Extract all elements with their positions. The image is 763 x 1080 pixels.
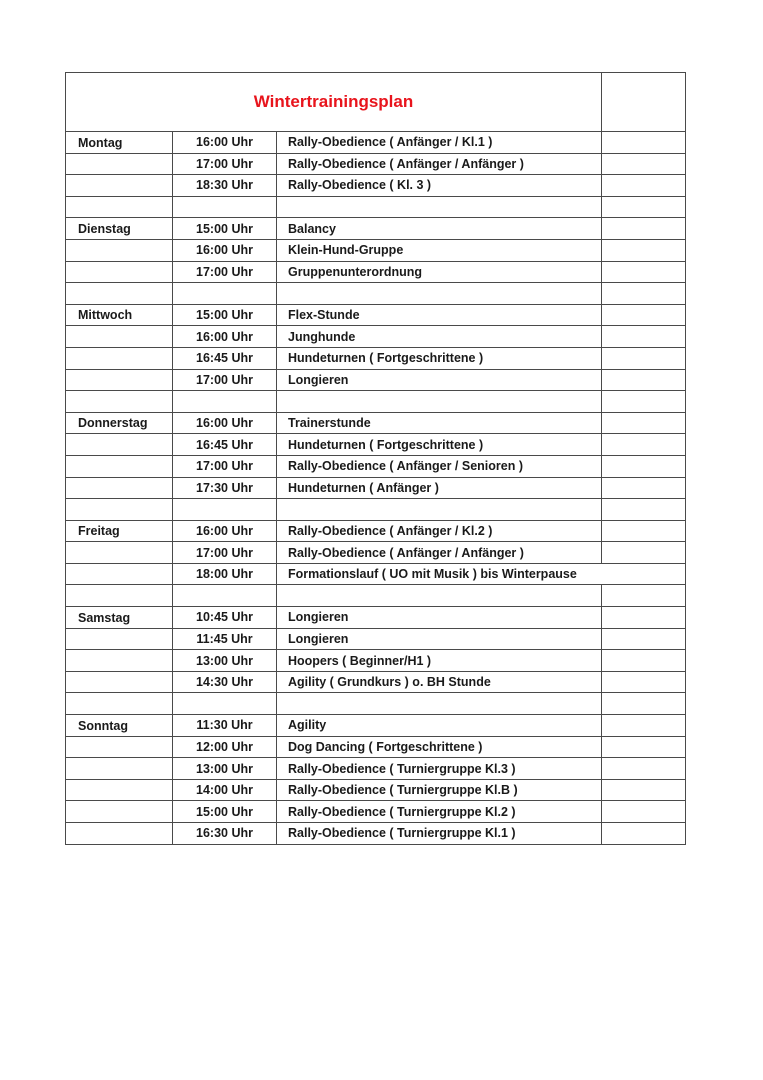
session-activity: Rally-Obedience ( Anfänger / Anfänger ) <box>277 153 602 175</box>
empty-cell <box>173 499 277 521</box>
schedule-row <box>66 369 686 391</box>
schedule-row <box>66 671 686 693</box>
schedule-row <box>66 801 686 823</box>
session-time: 18:00 Uhr <box>173 563 277 585</box>
session-activity: Rally-Obedience ( Kl. 3 ) <box>277 175 602 197</box>
empty-cell <box>66 347 173 369</box>
empty-cell <box>66 542 173 564</box>
schedule-row <box>66 326 686 348</box>
empty-cell <box>173 391 277 413</box>
empty-cell <box>66 196 173 218</box>
session-time: 17:00 Uhr <box>173 261 277 283</box>
session-activity: Hundeturnen ( Fortgeschrittene ) <box>277 434 602 456</box>
empty-cell <box>602 369 686 391</box>
empty-cell <box>66 434 173 456</box>
empty-cell <box>602 779 686 801</box>
empty-cell <box>602 671 686 693</box>
schedule-row <box>66 477 686 499</box>
session-activity: Rally-Obedience ( Turniergruppe Kl.B ) <box>277 779 602 801</box>
empty-cell <box>66 671 173 693</box>
spacer-row <box>66 391 686 413</box>
schedule-row <box>66 520 686 542</box>
empty-cell <box>602 823 686 845</box>
session-time: 16:00 Uhr <box>173 239 277 261</box>
session-time: 17:00 Uhr <box>173 455 277 477</box>
session-time: 17:30 Uhr <box>173 477 277 499</box>
session-activity: Gruppenunterordnung <box>277 261 602 283</box>
session-time: 14:30 Uhr <box>173 671 277 693</box>
spacer-row <box>66 196 686 218</box>
session-activity: Dog Dancing ( Fortgeschrittene ) <box>277 736 602 758</box>
session-time: 11:30 Uhr <box>173 715 277 737</box>
empty-cell <box>602 326 686 348</box>
empty-cell <box>602 239 686 261</box>
day-label: Montag <box>66 132 173 154</box>
schedule-row <box>66 650 686 672</box>
empty-cell <box>602 283 686 305</box>
empty-cell <box>173 693 277 715</box>
session-time: 16:00 Uhr <box>173 326 277 348</box>
empty-cell <box>602 196 686 218</box>
session-activity: Rally-Obedience ( Turniergruppe Kl.1 ) <box>277 823 602 845</box>
empty-cell <box>66 650 173 672</box>
empty-cell <box>602 715 686 737</box>
spacer-row <box>66 499 686 521</box>
session-time: 15:00 Uhr <box>173 801 277 823</box>
empty-cell <box>66 693 173 715</box>
empty-cell <box>602 628 686 650</box>
empty-cell <box>66 628 173 650</box>
empty-cell <box>277 391 602 413</box>
session-activity: Agility ( Grundkurs ) o. BH Stunde <box>277 671 602 693</box>
schedule-row <box>66 779 686 801</box>
schedule-row <box>66 434 686 456</box>
page-title: Wintertrainingsplan <box>66 73 602 132</box>
session-time: 11:45 Uhr <box>173 628 277 650</box>
empty-cell <box>602 218 686 240</box>
empty-cell <box>66 801 173 823</box>
spacer-row <box>66 693 686 715</box>
empty-cell <box>602 801 686 823</box>
empty-cell <box>602 758 686 780</box>
session-activity: Agility <box>277 715 602 737</box>
empty-cell <box>277 693 602 715</box>
schedule-row <box>66 347 686 369</box>
session-activity: Balancy <box>277 218 602 240</box>
empty-cell <box>173 283 277 305</box>
empty-cell <box>66 261 173 283</box>
empty-cell <box>66 736 173 758</box>
session-activity: Longieren <box>277 607 602 629</box>
session-activity: Trainerstunde <box>277 412 602 434</box>
empty-cell <box>602 153 686 175</box>
day-label: Donnerstag <box>66 412 173 434</box>
session-time: 17:00 Uhr <box>173 542 277 564</box>
session-time: 13:00 Uhr <box>173 758 277 780</box>
day-label: Sonntag <box>66 715 173 737</box>
spacer-row <box>66 283 686 305</box>
schedule-row <box>66 412 686 434</box>
session-time: 14:00 Uhr <box>173 779 277 801</box>
spacer-row <box>66 585 686 607</box>
session-time: 16:45 Uhr <box>173 434 277 456</box>
schedule-row <box>66 563 686 585</box>
empty-cell <box>66 283 173 305</box>
empty-cell <box>602 412 686 434</box>
empty-cell <box>277 499 602 521</box>
empty-cell <box>277 585 602 607</box>
empty-cell <box>66 369 173 391</box>
empty-cell <box>602 261 686 283</box>
day-label: Mittwoch <box>66 304 173 326</box>
empty-cell <box>602 520 686 542</box>
empty-cell <box>602 175 686 197</box>
session-time: 16:45 Uhr <box>173 347 277 369</box>
day-label: Samstag <box>66 607 173 629</box>
schedule-row <box>66 628 686 650</box>
empty-cell <box>602 347 686 369</box>
empty-cell <box>66 779 173 801</box>
empty-cell <box>602 477 686 499</box>
session-time: 15:00 Uhr <box>173 304 277 326</box>
session-time: 16:00 Uhr <box>173 412 277 434</box>
session-time: 16:00 Uhr <box>173 520 277 542</box>
session-activity: Longieren <box>277 628 602 650</box>
session-activity: Rally-Obedience ( Anfänger / Kl.1 ) <box>277 132 602 154</box>
session-activity: Rally-Obedience ( Turniergruppe Kl.3 ) <box>277 758 602 780</box>
session-time: 17:00 Uhr <box>173 153 277 175</box>
schedule-row <box>66 823 686 845</box>
session-time: 15:00 Uhr <box>173 218 277 240</box>
empty-cell <box>173 196 277 218</box>
empty-cell <box>602 585 686 607</box>
empty-cell <box>66 823 173 845</box>
empty-cell <box>602 650 686 672</box>
day-label: Dienstag <box>66 218 173 240</box>
session-activity: Junghunde <box>277 326 602 348</box>
session-time: 18:30 Uhr <box>173 175 277 197</box>
session-activity: Rally-Obedience ( Turniergruppe Kl.2 ) <box>277 801 602 823</box>
session-activity: Formationslauf ( UO mit Musik ) bis Winterpause <box>277 563 686 585</box>
session-activity: Rally-Obedience ( Anfänger / Senioren ) <box>277 455 602 477</box>
empty-cell <box>66 758 173 780</box>
schedule-row <box>66 132 686 154</box>
empty-cell <box>602 391 686 413</box>
empty-cell <box>66 153 173 175</box>
title-row <box>66 73 686 132</box>
schedule-row <box>66 304 686 326</box>
empty-cell <box>277 283 602 305</box>
empty-cell <box>66 326 173 348</box>
empty-cell <box>602 693 686 715</box>
empty-cell <box>602 607 686 629</box>
schedule-row <box>66 175 686 197</box>
empty-cell <box>602 73 686 132</box>
empty-cell <box>66 239 173 261</box>
empty-cell <box>66 175 173 197</box>
session-time: 13:00 Uhr <box>173 650 277 672</box>
session-time: 10:45 Uhr <box>173 607 277 629</box>
schedule-row <box>66 715 686 737</box>
session-activity: Hundeturnen ( Anfänger ) <box>277 477 602 499</box>
empty-cell <box>66 563 173 585</box>
empty-cell <box>277 196 602 218</box>
empty-cell <box>66 391 173 413</box>
empty-cell <box>602 304 686 326</box>
schedule-row <box>66 153 686 175</box>
schedule-row <box>66 542 686 564</box>
schedule-row <box>66 607 686 629</box>
empty-cell <box>66 477 173 499</box>
empty-cell <box>602 455 686 477</box>
empty-cell <box>66 585 173 607</box>
training-schedule-table <box>65 72 686 845</box>
empty-cell <box>602 542 686 564</box>
empty-cell <box>602 434 686 456</box>
session-activity: Hoopers ( Beginner/H1 ) <box>277 650 602 672</box>
empty-cell <box>66 499 173 521</box>
session-time: 17:00 Uhr <box>173 369 277 391</box>
session-activity: Hundeturnen ( Fortgeschrittene ) <box>277 347 602 369</box>
schedule-row <box>66 736 686 758</box>
session-activity: Rally-Obedience ( Anfänger / Kl.2 ) <box>277 520 602 542</box>
session-activity: Flex-Stunde <box>277 304 602 326</box>
empty-cell <box>173 585 277 607</box>
empty-cell <box>602 499 686 521</box>
session-activity: Klein-Hund-Gruppe <box>277 239 602 261</box>
schedule-row <box>66 239 686 261</box>
empty-cell <box>602 132 686 154</box>
schedule-row <box>66 758 686 780</box>
session-activity: Rally-Obedience ( Anfänger / Anfänger ) <box>277 542 602 564</box>
session-activity: Longieren <box>277 369 602 391</box>
session-time: 12:00 Uhr <box>173 736 277 758</box>
schedule-row <box>66 218 686 240</box>
schedule-row <box>66 261 686 283</box>
schedule-row <box>66 455 686 477</box>
session-time: 16:00 Uhr <box>173 132 277 154</box>
empty-cell <box>66 455 173 477</box>
day-label: Freitag <box>66 520 173 542</box>
session-time: 16:30 Uhr <box>173 823 277 845</box>
empty-cell <box>602 736 686 758</box>
